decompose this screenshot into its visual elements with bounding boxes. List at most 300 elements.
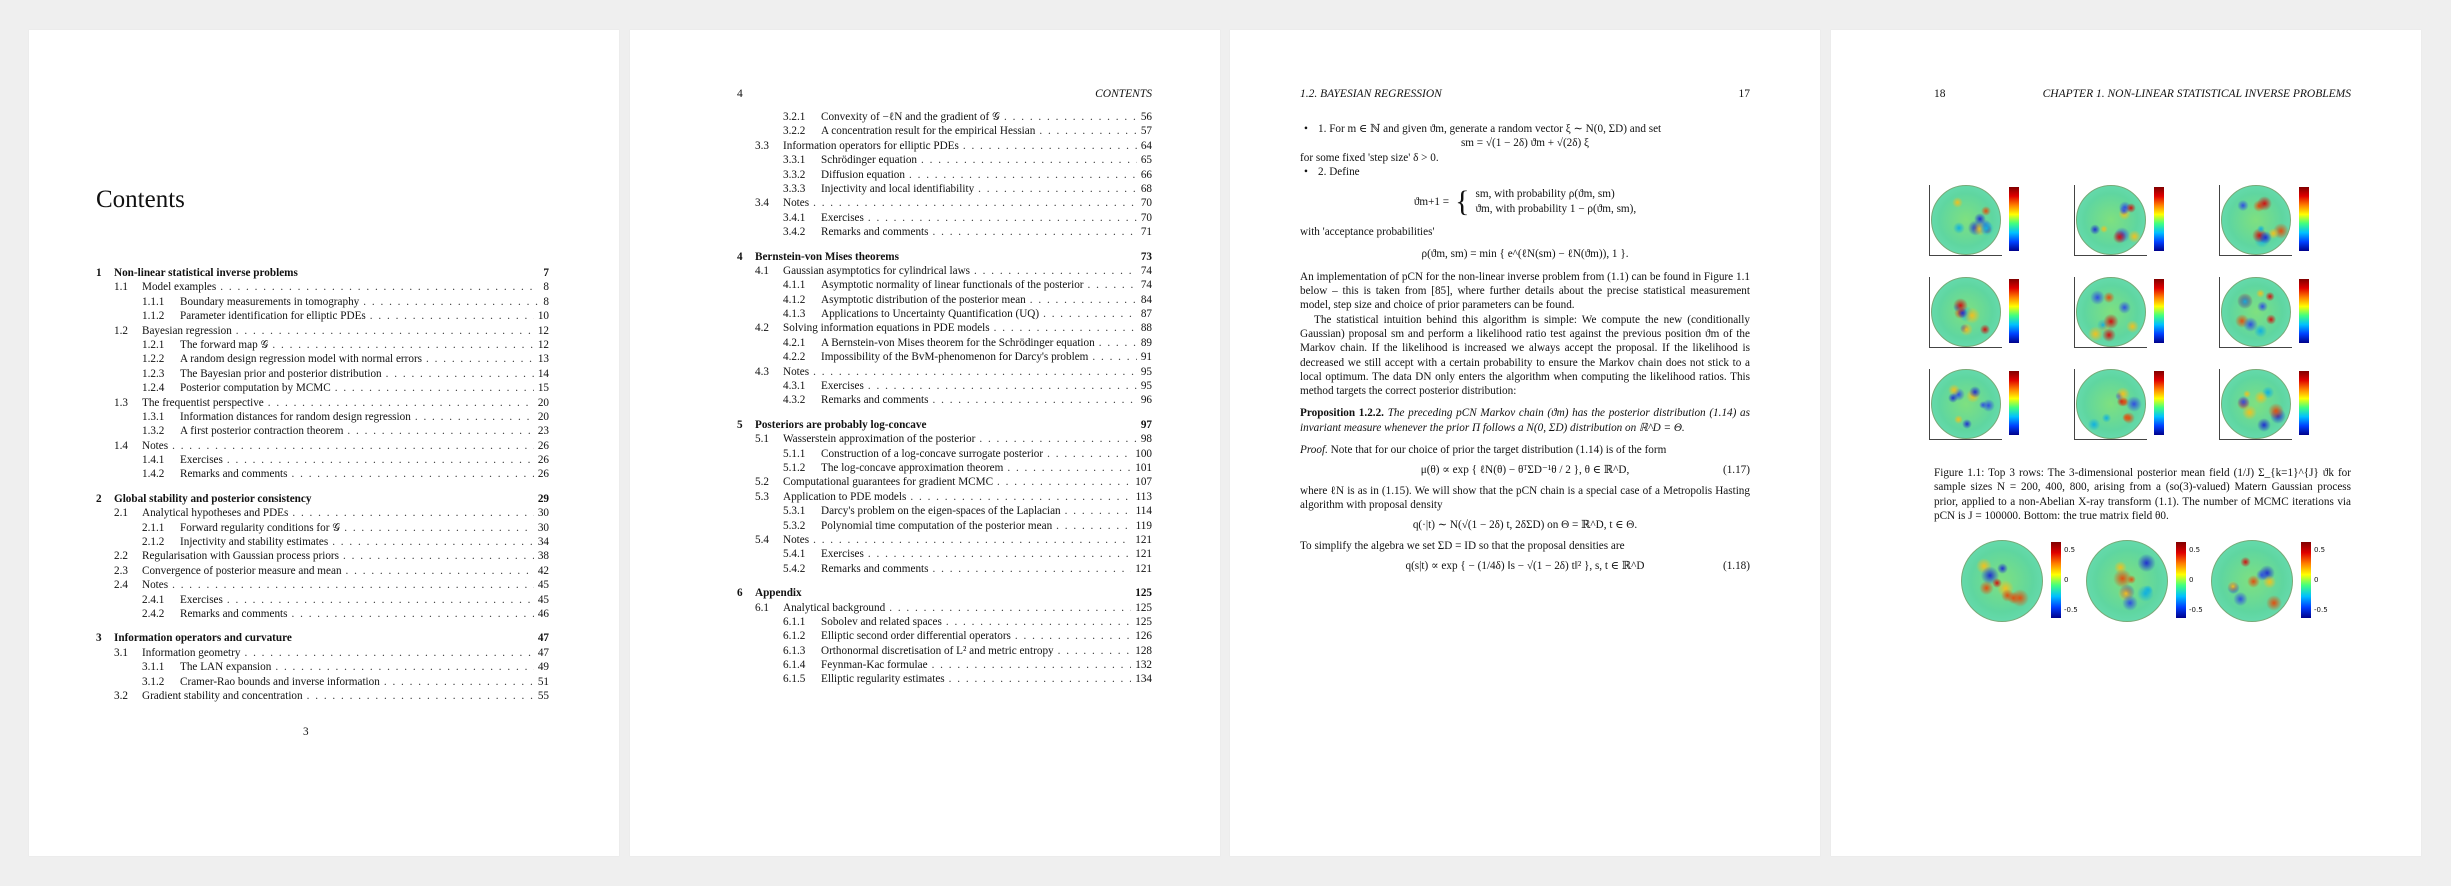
toc-number: 1.3.2 (142, 425, 165, 438)
toc-page: 84 (1140, 293, 1152, 306)
toc-subsection[interactable] (96, 593, 549, 607)
heatmap-disk (2076, 369, 2146, 439)
heatmap-blob (1979, 221, 1994, 236)
toc-number: 2.3 (114, 564, 128, 577)
heatmap-panel (2074, 369, 2182, 447)
colorbar (2301, 542, 2311, 618)
toc-subsection[interactable] (96, 675, 549, 689)
toc-page: 125 (1135, 587, 1152, 600)
toc-section[interactable] (96, 689, 549, 703)
toc-page: 95 (1140, 365, 1152, 378)
toc-title: A Bernstein-von Mises theorem for the Schrödinger equation (821, 336, 1095, 349)
running-head-right: CONTENTS (1095, 88, 1152, 100)
toc-leader-dots (1007, 461, 1131, 475)
heatmap-blob (2256, 289, 2265, 298)
toc-leader-dots (909, 168, 1137, 182)
toc-title: Exercises (180, 454, 223, 467)
toc-section[interactable] (96, 578, 549, 592)
toc-chapter[interactable] (737, 418, 1152, 432)
heatmap-blob (2103, 292, 2114, 303)
toc-subsection[interactable] (737, 519, 1152, 533)
toc-title: Analytical background (783, 601, 886, 614)
toc-leader-dots (272, 338, 533, 352)
toc-number: 5.1 (755, 433, 769, 446)
toc-title: Computational guarantees for gradient MCMC (783, 476, 994, 489)
equation-1-18 (1300, 559, 1750, 573)
toc-number: 4.2.1 (783, 336, 806, 349)
toc-section[interactable] (737, 365, 1152, 379)
heatmap-blob (2113, 569, 2132, 588)
heatmap-disk (2221, 185, 2291, 255)
toc-subsection[interactable] (737, 307, 1152, 321)
toc-leader-dots (1065, 504, 1132, 518)
toc-subsection[interactable] (737, 293, 1152, 307)
toc-section[interactable] (737, 196, 1152, 210)
toc-leader-dots (292, 607, 534, 621)
toc-number: 6.1.3 (783, 644, 806, 657)
toc-leader-dots (813, 533, 1131, 547)
toc-title: Impossibility of the BvM-phenomenon for Darcy's problem (821, 351, 1089, 364)
toc-title: The log-concave approximation theorem (821, 461, 1004, 474)
toc-section[interactable] (96, 506, 549, 520)
toc-section[interactable] (96, 280, 549, 294)
colorbar-tick-label: 0 (2189, 576, 2194, 584)
acceptance-intro: with 'acceptance probabilities' (1300, 226, 1435, 239)
toc-title: Darcy's problem on the eigen-spaces of the Laplacian (821, 505, 1061, 518)
toc-number: 6.1 (755, 601, 769, 614)
toc-page: 13 (537, 353, 549, 366)
toc-subsection[interactable] (96, 295, 549, 309)
toc-page: 38 (537, 550, 549, 563)
toc-page: 107 (1135, 476, 1152, 489)
toc-page: 26 (537, 468, 549, 481)
toc-subsection[interactable] (96, 535, 549, 549)
toc-subsection[interactable] (96, 381, 549, 395)
toc-number: 3.4.2 (783, 226, 806, 239)
toc-subsection[interactable] (737, 350, 1152, 364)
heatmap-blob (2103, 314, 2119, 330)
heatmap-blob (1962, 419, 1972, 429)
toc-title: Posterior computation by MCMC (180, 382, 331, 395)
proposition-label: Proposition 1.2.2. (1300, 407, 1384, 420)
toc-leader-dots (813, 365, 1137, 379)
toc-leader-dots (346, 564, 534, 578)
toc-number: 3.1.2 (142, 675, 165, 688)
toc-leader-dots (236, 324, 534, 338)
toc-subsection[interactable] (737, 504, 1152, 518)
toc-subsection[interactable] (737, 461, 1152, 475)
toc-leader-dots (347, 424, 533, 438)
colorbar-tick-label: 0.5 (2314, 546, 2326, 554)
toc-section[interactable] (96, 564, 549, 578)
toc-subsection[interactable] (96, 521, 549, 535)
toc-section[interactable] (96, 324, 549, 338)
toc-subsection[interactable] (96, 352, 549, 366)
toc-title: Applications to Uncertainty Quantification (UQ) (821, 308, 1040, 321)
toc-section[interactable] (737, 139, 1152, 153)
toc-subsection[interactable] (737, 644, 1152, 658)
toc-chapter[interactable] (737, 586, 1152, 600)
toc-leader-dots (343, 549, 534, 563)
toc-number: 1.2.2 (142, 353, 165, 366)
toc-page: 30 (537, 521, 549, 534)
toc-leader-dots (275, 660, 533, 674)
toc-number: 1.1.2 (142, 310, 165, 323)
heatmap-blob (2113, 230, 2126, 243)
colorbar (2051, 542, 2061, 618)
toc-title: Cramer-Rao bounds and inverse information (180, 675, 380, 688)
toc-number: 4.3 (755, 365, 769, 378)
toc-title: Convexity of −ℓN and the gradient of 𝒢 (821, 111, 1001, 123)
toc-chapter[interactable] (737, 250, 1152, 264)
toc-number: 4.2.2 (783, 351, 806, 364)
toc-title: Gradient stability and concentration (142, 689, 303, 702)
toc-leader-dots (921, 153, 1137, 167)
toc-subsection[interactable] (737, 672, 1152, 686)
toc-leader-dots (384, 675, 534, 689)
heatmap-blob (2100, 225, 2108, 233)
toc-page: 100 (1135, 447, 1152, 460)
toc-subsection[interactable] (96, 607, 549, 621)
colorbar-tick-label: 0 (2314, 576, 2319, 584)
heatmap-blob (2126, 396, 2142, 412)
toc-title: The LAN expansion (180, 661, 272, 674)
toc-subsection[interactable] (737, 447, 1152, 461)
toc-number: 5.4.2 (783, 562, 806, 575)
toc-page: 45 (537, 593, 549, 606)
proposition-text: The preceding pCN Markov chain (ϑm) has the posterior distribution (1.14) as invariant measure whenever the prior Π follows a N(0, ΣD) distribution on ℝ^D = Θ. (1300, 407, 1751, 434)
toc-section[interactable] (96, 549, 549, 563)
equation-1-17 (1300, 463, 1750, 477)
heatmap-blob (2007, 592, 2020, 605)
heatmap-blob (2265, 292, 2274, 301)
toc-title: Information operators for elliptic PDEs (783, 139, 959, 152)
toc-number: 1.2.3 (142, 367, 165, 380)
toc-title: Notes (783, 365, 810, 378)
heatmap-blob (2237, 200, 2248, 211)
heatmap-disk (2221, 277, 2291, 347)
toc-page: 98 (1140, 433, 1152, 446)
toc-title: The frequentist perspective (142, 396, 264, 409)
proof (1300, 443, 1750, 457)
toc-number: 4.1.1 (783, 279, 806, 292)
heatmap-blob (2240, 557, 2251, 568)
toc-section[interactable] (737, 321, 1152, 335)
toc-subsection[interactable] (737, 393, 1152, 407)
toc-subsection[interactable] (737, 615, 1152, 629)
page-figure (1831, 30, 2421, 856)
toc-page: 88 (1140, 322, 1152, 335)
toc-title: Asymptotic distribution of the posterior mean (821, 293, 1026, 306)
toc-chapter[interactable] (96, 631, 549, 645)
toc-subsection[interactable] (737, 379, 1152, 393)
heatmap-blob (2233, 592, 2248, 607)
heatmap-panel (2219, 185, 2327, 263)
toc-page: 64 (1140, 139, 1152, 152)
toc-number: 3.4 (755, 197, 769, 210)
heatmap-blob (2247, 575, 2260, 588)
toc-page: 10 (537, 310, 549, 323)
toc-number: 5.3 (755, 490, 769, 503)
toc-title: Analytical hypotheses and PDEs (142, 507, 289, 520)
toc-number: 1 (96, 267, 102, 279)
toc-page: 95 (1140, 380, 1152, 393)
toc-number: 5.4.1 (783, 548, 806, 561)
colorbar (2154, 187, 2164, 251)
heatmap-disk (1931, 369, 2001, 439)
heatmap-blob (1964, 307, 1980, 323)
toc-leader-dots (1039, 124, 1136, 138)
toc-number: 1.4 (114, 439, 128, 452)
heatmap-blob (1969, 386, 1981, 398)
toc-title: Exercises (821, 211, 864, 224)
toc-leader-dots (220, 280, 539, 294)
toc-section[interactable] (737, 475, 1152, 489)
toc-section[interactable] (737, 432, 1152, 446)
toc-subsection[interactable] (96, 410, 549, 424)
toc-section[interactable] (737, 490, 1152, 504)
heatmap-disk (2076, 277, 2146, 347)
toc-subsection[interactable] (96, 660, 549, 674)
toc-section[interactable] (96, 439, 549, 453)
toc-subsection[interactable] (737, 629, 1152, 643)
toc-page: 125 (1135, 601, 1152, 614)
toc-page: 30 (537, 507, 549, 520)
algorithm-step-1: • 1. For m ∈ ℕ and given ϑm, generate a random vector ξ ∼ N(0, ΣD) and set (1300, 122, 1750, 136)
toc-subsection[interactable] (737, 211, 1152, 225)
heatmap-blob (2122, 595, 2138, 611)
toc-number: 3.2 (114, 689, 128, 702)
toc-subsection[interactable] (737, 110, 1152, 124)
equation-target: μ(θ) ∝ exp { ℓN(θ) − θᵀΣD⁻¹θ / 2 }, θ ∈ ℝ^D, (1420, 464, 1630, 477)
toc-number: 1.2 (114, 324, 128, 337)
colorbar (2009, 279, 2019, 343)
figure-1-1-grid (1929, 185, 2359, 485)
toc-number: 3.1.1 (142, 661, 165, 674)
colorbar-tick-label: -0.5 (2189, 606, 2203, 614)
toc-title: Exercises (821, 548, 864, 561)
toc-subsection[interactable] (737, 278, 1152, 292)
toc-chapter[interactable] (96, 492, 549, 506)
toc-title: Remarks and comments (821, 394, 929, 407)
toc-page: 71 (1140, 226, 1152, 239)
heatmap-blob (2254, 391, 2267, 404)
toc-title: Solving information equations in PDE models (783, 322, 990, 335)
equation-tag: (1.17) (1722, 464, 1750, 477)
table-of-contents (737, 110, 1152, 687)
toc-section[interactable] (737, 533, 1152, 547)
toc-page: 121 (1135, 562, 1152, 575)
toc-subsection[interactable] (96, 309, 549, 323)
toc-title: Model examples (142, 281, 217, 294)
heatmap-panel (2074, 185, 2182, 263)
heatmap-panel (2074, 277, 2182, 355)
toc-number: 4.1.2 (783, 293, 806, 306)
toc-page: 65 (1140, 154, 1152, 167)
toc-title: Elliptic regularity estimates (821, 673, 945, 686)
toc-page: 49 (537, 661, 549, 674)
toc-leader-dots (933, 225, 1137, 239)
toc-number: 3.3.1 (783, 154, 806, 167)
toc-number: 1.1.1 (142, 295, 165, 308)
toc-title: The forward map 𝒢 (180, 338, 269, 351)
toc-page: 74 (1140, 264, 1152, 277)
toc-subsection[interactable] (737, 562, 1152, 576)
toc-subsection[interactable] (96, 467, 549, 481)
toc-number: 5.4 (755, 533, 769, 546)
colorbar (2154, 279, 2164, 343)
toc-title: Remarks and comments (821, 226, 929, 239)
toc-leader-dots (268, 396, 534, 410)
equation-proposal-simplified: q(s|t) ∝ exp { − (1/4δ) ‖s − √(1 − 2δ) t‖² }, s, t ∈ ℝ^D (1405, 559, 1645, 572)
toc-number: 5.1.1 (783, 447, 806, 460)
toc-subsection[interactable] (96, 338, 549, 352)
toc-number: 6.1.2 (783, 630, 806, 643)
running-head-page: 17 (1738, 88, 1750, 100)
toc-title: Gaussian asymptotics for cylindrical laws (783, 264, 971, 277)
toc-title: Diffusion equation (821, 168, 905, 181)
toc-page: 12 (537, 338, 549, 351)
heatmap-blob (2266, 314, 2276, 324)
toc-title: A first posterior contraction theorem (180, 425, 344, 438)
equation-proposal: sm = √(1 − 2δ) ϑm + √(2δ) ξ (1460, 137, 1590, 150)
proof-text: Note that for our choice of prior the target distribution (1.14) is of the form (1330, 444, 1667, 457)
toc-number: 3.3 (755, 139, 769, 152)
toc-number: 5.3.1 (783, 505, 806, 518)
toc-section[interactable] (737, 264, 1152, 278)
toc-leader-dots (335, 381, 534, 395)
page-bayesian-regression (1230, 30, 1820, 856)
toc-number: 6 (737, 587, 743, 600)
toc-leader-dots (1030, 293, 1137, 307)
toc-subsection[interactable] (737, 225, 1152, 239)
toc-number: 2.4.2 (142, 607, 165, 620)
toc-page: 113 (1135, 490, 1152, 503)
toc-subsection[interactable] (96, 367, 549, 381)
toc-subsection[interactable] (737, 124, 1152, 138)
toc-leader-dots (1099, 336, 1137, 350)
toc-leader-dots (227, 453, 534, 467)
heatmap-blob (2088, 418, 2101, 431)
toc-page: 119 (1135, 519, 1152, 532)
heatmap-blob (1953, 222, 1965, 234)
toc-title: Polynomial time computation of the posterior mean (821, 519, 1053, 532)
heatmap-disk (2086, 540, 2168, 622)
equation-proposal-density: q(·|t) ∼ N(√(1 − 2δ) t, 2δΣD) on Θ = ℝ^D, t ∈ Θ. (1412, 519, 1638, 532)
toc-number: 1.4.2 (142, 468, 165, 481)
heatmap-panel (2219, 277, 2327, 355)
toc-page: 96 (1140, 394, 1152, 407)
heatmap-blob (1981, 206, 1991, 216)
heatmap-disk (2221, 369, 2291, 439)
toc-title: Injectivity and local identifiability (821, 182, 975, 195)
running-head-right: CHAPTER 1. NON-LINEAR STATISTICAL INVERSE PROBLEMS (2042, 88, 2351, 100)
toc-section[interactable] (96, 646, 549, 660)
heatmap-panel (2084, 540, 2204, 630)
toc-title: Bayesian regression (142, 324, 232, 337)
toc-page: 14 (537, 367, 549, 380)
equation-tag: (1.18) (1722, 559, 1750, 572)
toc-page: 57 (1140, 125, 1152, 138)
toc-subsection[interactable] (737, 182, 1152, 196)
toc-number: 3.4.1 (783, 211, 806, 224)
toc-title: Notes (142, 579, 169, 592)
toc-title: Convergence of posterior measure and mean (142, 564, 342, 577)
toc-leader-dots (933, 393, 1137, 407)
toc-page: 73 (1140, 250, 1152, 263)
toc-subsection[interactable] (737, 547, 1152, 561)
toc-title: Bernstein-von Mises theorems (755, 250, 899, 263)
toc-title: Schrödinger equation (821, 154, 918, 167)
proof-label: Proof. (1300, 444, 1328, 457)
toc-subsection[interactable] (737, 336, 1152, 350)
toc-number: 2 (96, 492, 102, 505)
equation-cases (1300, 187, 1750, 217)
toc-page: 121 (1135, 533, 1152, 546)
toc-title: The Bayesian prior and posterior distribution (180, 367, 382, 380)
toc-number: 2.1.2 (142, 536, 165, 549)
toc-leader-dots (1092, 350, 1136, 364)
toc-title: Injectivity and stability estimates (180, 536, 329, 549)
toc-leader-dots (1088, 278, 1137, 292)
toc-title: Application to PDE models (783, 490, 907, 503)
toc-title: Construction of a log-concave surrogate posterior (821, 447, 1044, 460)
toc-leader-dots (386, 367, 534, 381)
toc-number: 4.3.1 (783, 380, 806, 393)
toc-leader-dots (910, 490, 1131, 504)
toc-number: 5 (737, 418, 743, 431)
toc-page: 26 (537, 439, 549, 452)
toc-subsection[interactable] (737, 153, 1152, 167)
step-size-text: for some fixed 'step size' δ > 0. (1300, 151, 1439, 164)
heatmap-panel (2209, 540, 2329, 630)
colorbar (2009, 371, 2019, 435)
toc-page: 26 (537, 454, 549, 467)
heatmap-blob (2102, 413, 2111, 422)
toc-page: 34 (537, 536, 549, 549)
toc-subsection[interactable] (737, 658, 1152, 672)
toc-subsection[interactable] (96, 453, 549, 467)
heatmap-blob (2123, 412, 2135, 424)
heatmap-blob (1960, 323, 1973, 336)
toc-subsection[interactable] (96, 424, 549, 438)
toc-title: Boundary measurements in tomography (180, 295, 360, 308)
toc-number: 1.4.1 (142, 454, 165, 467)
toc-number: 1.1 (114, 281, 128, 294)
toc-chapter[interactable] (96, 266, 549, 280)
toc-page: 91 (1140, 351, 1152, 364)
toc-section[interactable] (737, 601, 1152, 615)
toc-title: A random design regression model with normal errors (180, 353, 423, 366)
toc-page: 7 (543, 267, 549, 279)
equation-cases-lhs: ϑm+1 = (1413, 196, 1450, 209)
colorbar (2176, 542, 2186, 618)
heatmap-panel (1929, 277, 2037, 355)
paragraph-intuition: The statistical intuition behind this algorithm is simple: We compute the new (conditionally Gaussian) proposal sm and perform a likelihood ratio test against the previous position ϑm of the Markov chain. If the likelihood is increased we always accept the proposal. If the likelihood is decreased we still accept with a certain probability to ensure the Markov chain does not stick to a local optimum. The data DN only enters the algorithm when computing the likelihood ratios. This method targets the correct posterior distribution: (1300, 313, 1750, 398)
toc-number: 2.1.1 (142, 521, 165, 534)
toc-page: 87 (1140, 308, 1152, 321)
toc-page: 47 (537, 632, 549, 645)
toc-section[interactable] (96, 396, 549, 410)
toc-title: Non-linear statistical inverse problems (114, 267, 298, 279)
toc-page: 89 (1140, 336, 1152, 349)
heatmap-blob (2237, 294, 2252, 309)
toc-page: 15 (537, 382, 549, 395)
toc-page: 121 (1135, 548, 1152, 561)
toc-title: Parameter identification for elliptic PDEs (180, 310, 366, 323)
toc-subsection[interactable] (737, 168, 1152, 182)
toc-page: 51 (537, 675, 549, 688)
